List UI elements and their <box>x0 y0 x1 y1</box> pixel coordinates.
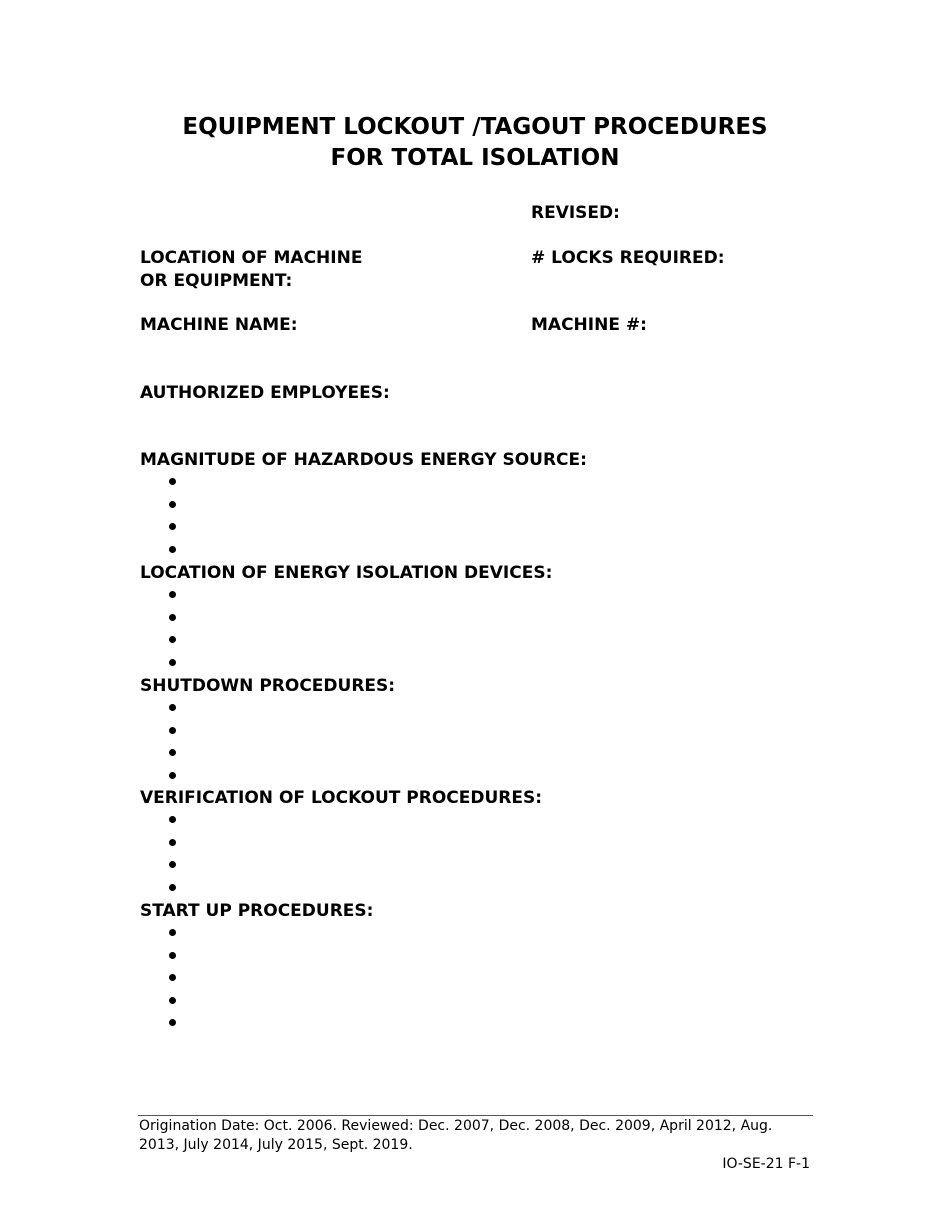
bullet-icon <box>169 704 176 711</box>
list-item <box>140 743 820 766</box>
list-item <box>140 608 820 631</box>
bullet-icon <box>169 1019 176 1026</box>
page-title <box>0 112 950 174</box>
section-heading: MAGNITUDE OF HAZARDOUS ENERGY SOURCE: <box>140 450 587 470</box>
footer-divider <box>138 1115 813 1116</box>
bullet-icon <box>169 478 176 485</box>
bullet-icon <box>169 749 176 756</box>
bullet-icon <box>169 772 176 779</box>
bullet-icon <box>169 614 176 621</box>
list-item <box>140 923 820 946</box>
revised-label: REVISED: <box>531 203 620 223</box>
section-heading: SHUTDOWN PROCEDURES: <box>140 676 396 696</box>
location-label-line-2: OR EQUIPMENT: <box>140 271 293 291</box>
bullet-icon <box>169 974 176 981</box>
list-item <box>140 968 820 991</box>
list-item <box>140 630 820 653</box>
bullet-icon <box>169 929 176 936</box>
bullet-icon <box>169 659 176 666</box>
bullet-icon <box>169 523 176 530</box>
section-isolation-devices <box>140 562 820 675</box>
bullet-icon <box>169 546 176 553</box>
bullet-icon <box>169 636 176 643</box>
bullet-icon <box>169 816 176 823</box>
list-item <box>140 878 820 901</box>
machine-name-label: MACHINE NAME: <box>140 315 298 335</box>
list-item <box>140 540 820 563</box>
list-item <box>140 766 820 789</box>
list-item <box>140 653 820 676</box>
bullet-icon <box>169 861 176 868</box>
list-item <box>140 855 820 878</box>
list-item <box>140 517 820 540</box>
bullet-icon <box>169 727 176 734</box>
list-item <box>140 810 820 833</box>
section-verification <box>140 787 820 900</box>
footer-origination: Origination Date: Oct. 2006. Reviewed: Dec. 2007, Dec. 2008, Dec. 2009, April 2012, Aug. 2013, July 2014, July 2015, Sept. 2019. <box>139 1118 773 1153</box>
section-heading: VERIFICATION OF LOCKOUT PROCEDURES: <box>140 788 543 808</box>
list-item <box>140 946 820 969</box>
bullet-icon <box>169 997 176 1004</box>
title-line-2: FOR TOTAL ISOLATION <box>330 145 620 171</box>
section-shutdown <box>140 675 820 788</box>
list-item <box>140 472 820 495</box>
section-heading: START UP PROCEDURES: <box>140 901 374 921</box>
list-item <box>140 495 820 518</box>
locks-required-label: # LOCKS REQUIRED: <box>531 248 725 268</box>
bullet-list <box>140 698 820 788</box>
list-item <box>140 991 820 1014</box>
bullet-icon <box>169 501 176 508</box>
bullet-list <box>140 923 820 1036</box>
footer-document-code: IO-SE-21 F-1 <box>722 1156 810 1172</box>
bullet-list <box>140 810 820 900</box>
bullet-icon <box>169 884 176 891</box>
authorized-employees-label: AUTHORIZED EMPLOYEES: <box>140 383 390 403</box>
bullet-icon <box>169 952 176 959</box>
title-line-1: EQUIPMENT LOCKOUT /TAGOUT PROCEDURES <box>182 114 768 140</box>
machine-number-label: MACHINE #: <box>531 315 647 335</box>
bullet-icon <box>169 591 176 598</box>
list-item <box>140 833 820 856</box>
bullet-list <box>140 585 820 675</box>
location-label-line-1: LOCATION OF MACHINE <box>140 248 363 268</box>
list-item <box>140 698 820 721</box>
list-item <box>140 721 820 744</box>
section-hazardous-energy <box>140 449 820 562</box>
bullet-icon <box>169 839 176 846</box>
list-item <box>140 585 820 608</box>
section-start-up <box>140 900 820 1036</box>
list-item <box>140 1013 820 1036</box>
bullet-list <box>140 472 820 562</box>
section-heading: LOCATION OF ENERGY ISOLATION DEVICES: <box>140 563 553 583</box>
